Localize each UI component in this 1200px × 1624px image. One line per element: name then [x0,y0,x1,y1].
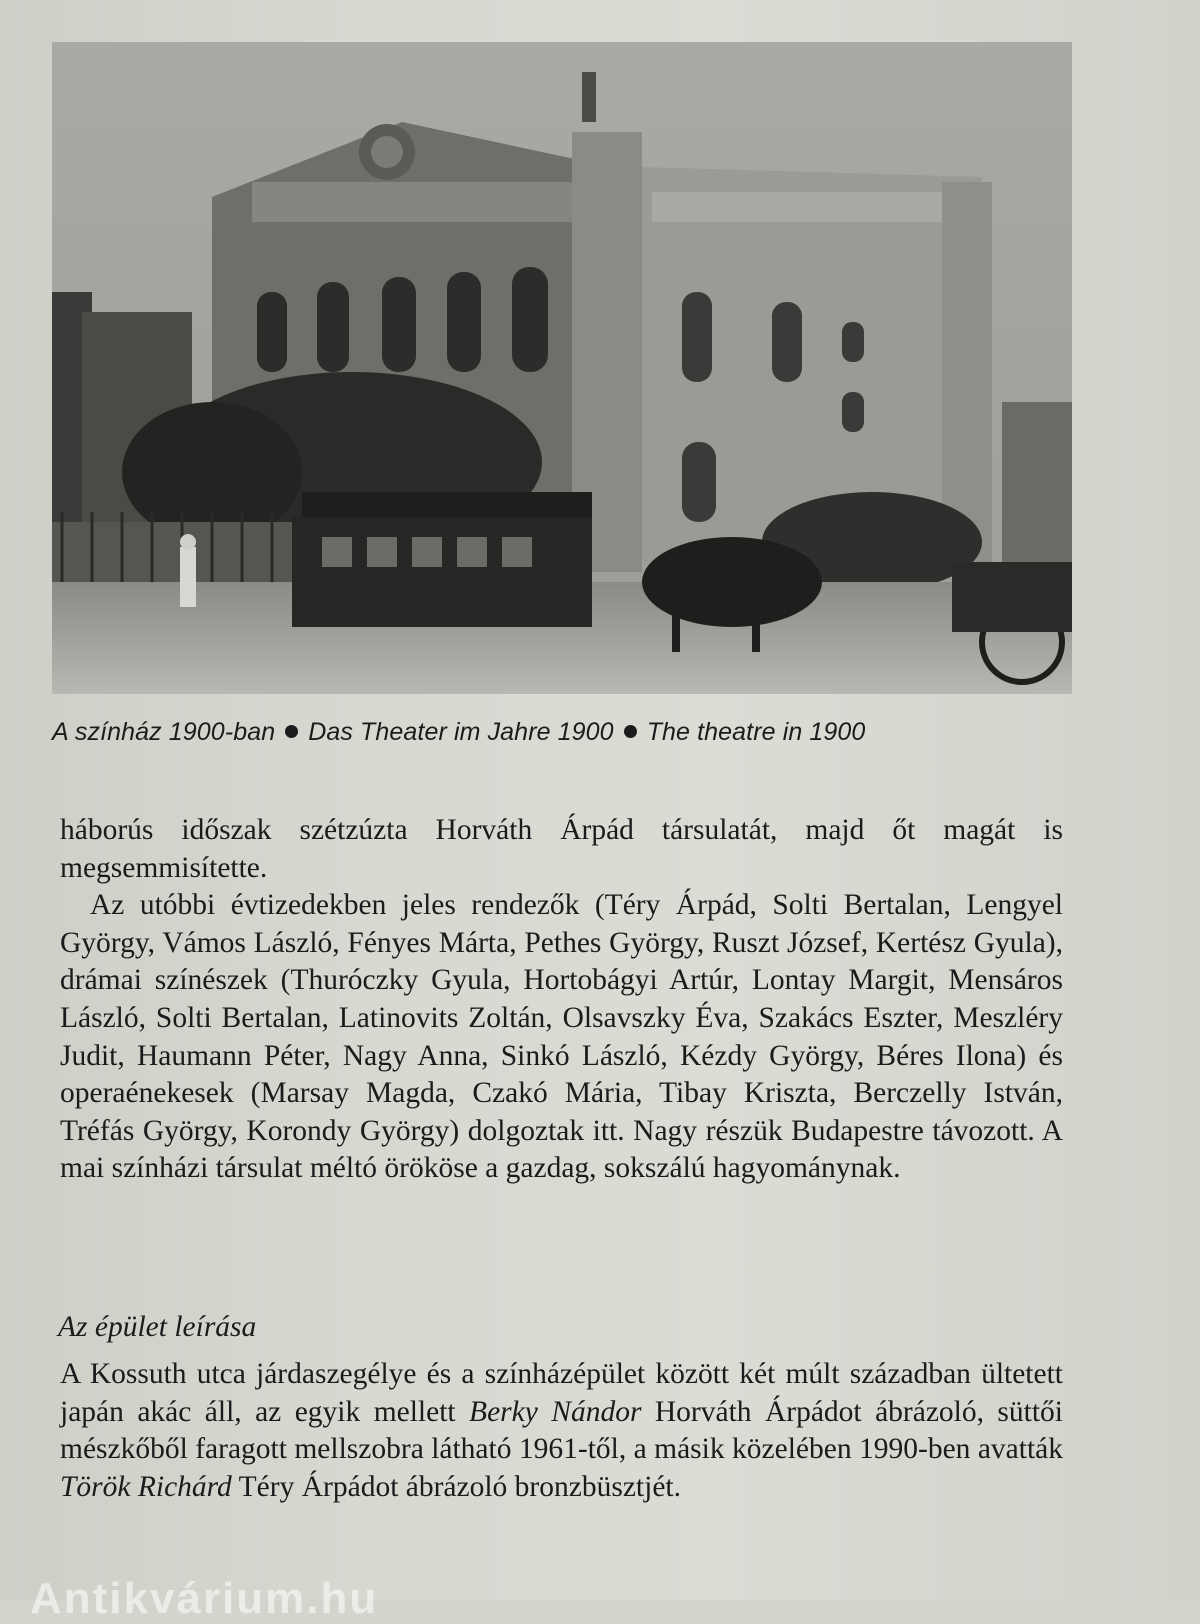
watermark: Antikvárium.hu [30,1574,379,1623]
theatre-photo-image [52,42,1072,694]
bullet-icon [624,725,637,738]
paragraph-directors-actors: Az utóbbi évtizedekben jeles rendezők (Téry Árpád, Solti Bertalan, Lengyel György, Vámos László, Fényes Márta, Pethes György, Ruszt József, Kertész Gyula), drámai színészek (Thuróczky Gyula, Hortobágyi Artúr, Lontay Margit, Mensáros László, Solti Bertalan, Latinovits Zoltán, Olsavszky Éva, Szakács Eszter, Meszléry Judit, Haumann Péter, Nagy Anna, Sinkó László, Kézdy György, Béres Ilona) és operaénekesek (Marsay Magda, Czakó Mária, Tibay Kriszta, Berczelly István, Tréfás György, Korondy György) dolgoztak itt. Nagy részük Budapestre távozott. A mai színházi társulat méltó örököse a gazdag, sokszálú hagyománynak. [60,889,1063,1185]
paragraph-continued: háborús időszak szétzúzta Horváth Árpád társulatát, majd őt magát is megsemmisítette. [60,814,1063,884]
text-run: Téry Árpádot ábrázoló bronzbüsztjét. [231,1470,681,1503]
text-run: A Kossuth utca járdaszegélye és a színházépület között két múlt században ültetett japán akác áll, az egyik mellett [60,1358,1063,1428]
building-description [60,1356,1063,1506]
paragraph-building [60,1356,1063,1506]
caption-english: The theatre in 1900 [646,718,866,746]
caption-german: Das Theater im Jahre 1900 [308,718,614,746]
sculptor-name: Berky Nándor [469,1395,642,1428]
caption-hungarian: A színház 1900-ban [52,718,276,746]
history-text [60,812,1063,1188]
historic-theatre-photo [52,42,1072,694]
photo-caption [52,718,1152,747]
bullet-icon [285,725,298,738]
sculptor-name: Török Richárd [60,1470,232,1503]
text-run: Horváth Árpádot ábrázoló, süttői mészkőből faragott mellszobra látható 1961-től, a másik közelében 1990-ben avatták [60,1395,1063,1466]
section-heading: Az épület leírása [58,1311,257,1343]
